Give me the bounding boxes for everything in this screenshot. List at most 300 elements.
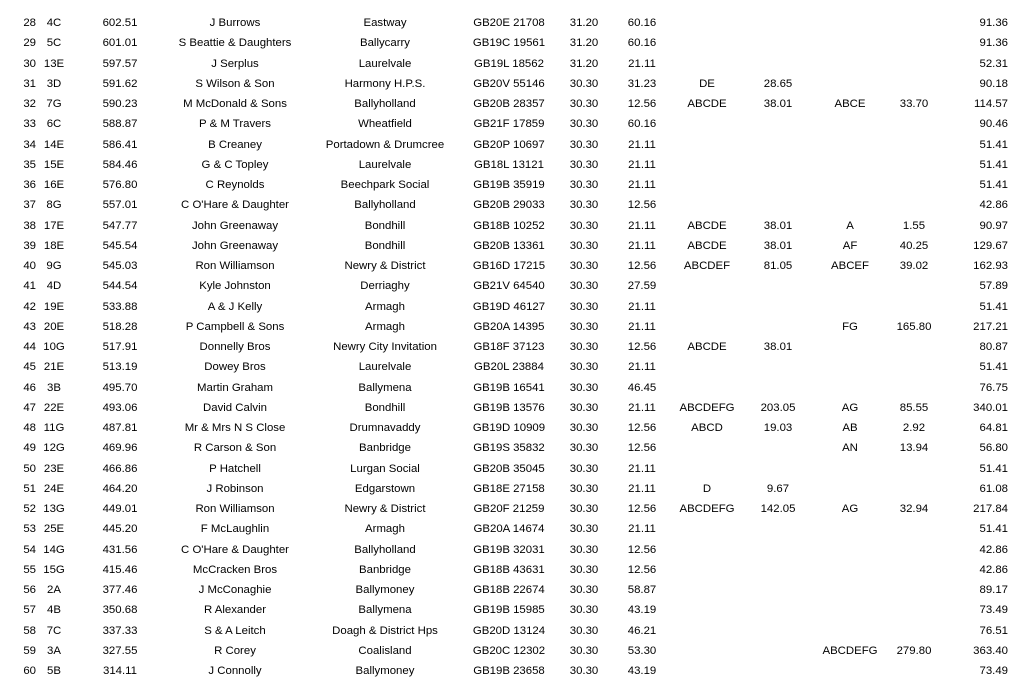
fancier-name-cell: C O'Hare & Daughter — [181, 199, 289, 212]
total-cell: 73.49 — [979, 604, 1008, 617]
pen-cell: 17E — [43, 219, 65, 232]
pool-value-b-cell — [886, 479, 942, 499]
pen-cell: 19E — [43, 300, 65, 313]
velocity-cell: 487.81 — [102, 422, 138, 434]
club-cell: Beechpark Social — [340, 179, 430, 191]
position-cell: 50 — [23, 462, 36, 475]
velocity-cell: 547.77 — [102, 219, 138, 232]
total-cell: 61.08 — [979, 482, 1008, 495]
velocity-cell: 377.46 — [102, 584, 138, 596]
table-row — [0, 418, 1029, 438]
velocity-cell: 597.57 — [102, 57, 138, 70]
velocity-cell: 327.55 — [102, 644, 138, 657]
position-cell: 43 — [23, 320, 36, 333]
pen-cell: 16E — [43, 179, 65, 191]
table-row — [0, 398, 1029, 418]
pool-value-b-cell: 39.02 — [899, 260, 929, 272]
table-row — [0, 276, 1029, 296]
fancier-name-cell: S & A Leitch — [204, 624, 266, 637]
pool-2-cell: 21.11 — [628, 482, 656, 495]
pool-codes-a-cell — [664, 276, 750, 296]
pool-1-cell: 30.30 — [569, 118, 599, 131]
pool-codes-a-cell — [664, 661, 750, 681]
pool-value-a-cell — [750, 540, 806, 560]
pool-2-cell: 12.56 — [627, 341, 657, 353]
pool-value-b-cell — [886, 155, 942, 175]
club-cell: Drumnavaddy — [349, 422, 421, 434]
pen-cell: 5B — [47, 665, 61, 677]
pool-value-b-cell: 33.70 — [899, 98, 929, 110]
pool-value-b-cell: 13.94 — [899, 442, 929, 455]
position-cell: 38 — [23, 219, 36, 232]
pen-cell: 15E — [43, 158, 65, 171]
position-cell: 28 — [23, 17, 36, 29]
pen-cell: 7G — [46, 98, 62, 110]
pool-codes-a-cell — [664, 438, 750, 458]
pool-codes-a-cell: ABCDEFG — [679, 503, 735, 515]
pool-2-cell: 12.56 — [627, 503, 657, 515]
club-cell: Newry City Invitation — [333, 341, 437, 353]
pool-codes-a-cell — [664, 621, 750, 641]
pool-1-cell: 30.30 — [569, 300, 599, 313]
velocity-cell: 584.46 — [102, 158, 138, 171]
pool-codes-a-cell — [664, 641, 750, 661]
position-cell: 54 — [23, 543, 36, 556]
pool-codes-a-cell: D — [702, 482, 712, 495]
table-row — [0, 155, 1029, 175]
club-cell: Doagh & District Hps — [332, 624, 438, 637]
ring-number-cell: GB20B 29033 — [473, 199, 545, 212]
pen-cell: 12G — [43, 442, 65, 455]
fancier-name-cell: A & J Kelly — [207, 300, 263, 313]
pool-value-a-cell: 28.65 — [763, 77, 793, 90]
table-row — [0, 54, 1029, 74]
pool-2-cell: 46.21 — [627, 624, 657, 637]
ring-number-cell: GB18L 13121 — [474, 158, 544, 171]
pen-cell: 4C — [46, 17, 62, 29]
pool-codes-b-cell — [806, 661, 894, 681]
pool-1-cell: 30.30 — [569, 422, 599, 434]
table-row — [0, 13, 1029, 33]
total-cell: 90.97 — [979, 219, 1008, 232]
pen-cell: 13E — [43, 57, 65, 70]
pool-2-cell: 12.56 — [627, 543, 657, 556]
pool-2-cell: 60.16 — [627, 37, 657, 50]
pool-value-a-cell: 38.01 — [763, 98, 793, 110]
pool-value-b-cell — [886, 378, 942, 398]
pool-codes-b-cell — [806, 175, 894, 195]
club-cell: Derriaghy — [360, 280, 410, 293]
position-cell: 59 — [23, 644, 36, 657]
pool-codes-a-cell — [664, 175, 750, 195]
pool-value-b-cell — [886, 74, 942, 94]
pen-cell: 14E — [43, 138, 65, 151]
total-cell: 340.01 — [973, 401, 1008, 414]
velocity-cell: 350.68 — [102, 604, 138, 617]
pool-value-a-cell — [750, 459, 806, 479]
club-cell: Laurelvale — [358, 57, 412, 70]
pen-cell: 5C — [46, 37, 62, 50]
pool-value-b-cell — [886, 580, 942, 600]
total-cell: 52.31 — [979, 57, 1008, 70]
table-row — [0, 337, 1029, 357]
velocity-cell: 590.23 — [102, 98, 138, 110]
pool-value-b-cell: 2.92 — [902, 422, 926, 434]
pool-codes-a-cell: ABCDEF — [683, 260, 731, 272]
pool-value-a-cell — [750, 276, 806, 296]
pool-1-cell: 30.30 — [569, 381, 599, 394]
pool-value-a-cell: 203.05 — [760, 401, 796, 414]
pool-codes-a-cell — [664, 114, 750, 134]
club-cell: Ballycarry — [359, 37, 410, 50]
total-cell: 90.18 — [979, 77, 1008, 90]
position-cell: 47 — [23, 401, 36, 414]
velocity-cell: 545.54 — [102, 239, 138, 252]
pool-value-a-cell: 38.01 — [763, 219, 793, 232]
pool-value-b-cell: 40.25 — [899, 239, 929, 252]
pool-codes-b-cell — [806, 580, 894, 600]
velocity-cell: 544.54 — [102, 280, 138, 293]
club-cell: Banbridge — [359, 442, 411, 455]
velocity-cell: 445.20 — [102, 523, 138, 536]
total-cell: 363.40 — [973, 644, 1008, 657]
table-row — [0, 519, 1029, 539]
pool-codes-a-cell — [664, 459, 750, 479]
ring-number-cell: GB20A 14674 — [473, 523, 545, 536]
fancier-name-cell: R Corey — [214, 644, 256, 657]
pool-codes-b-cell — [806, 378, 894, 398]
fancier-name-cell: J Connolly — [208, 665, 262, 677]
pool-1-cell: 30.30 — [569, 442, 599, 455]
pool-value-b-cell — [886, 276, 942, 296]
position-cell: 42 — [23, 300, 36, 313]
ring-number-cell: GB20B 35045 — [473, 462, 545, 475]
pool-codes-a-cell — [664, 357, 750, 377]
pool-2-cell: 21.11 — [628, 300, 656, 313]
table-row — [0, 560, 1029, 580]
club-cell: Ballyholland — [354, 543, 416, 556]
ring-number-cell: GB21F 17859 — [473, 118, 545, 131]
pool-codes-b-cell — [806, 560, 894, 580]
pool-2-cell: 12.56 — [627, 199, 657, 212]
ring-number-cell: GB20D 13124 — [472, 624, 546, 637]
total-cell: 51.41 — [979, 523, 1008, 536]
position-cell: 36 — [23, 179, 36, 191]
pool-value-a-cell — [750, 155, 806, 175]
pool-codes-b-cell — [806, 621, 894, 641]
fancier-name-cell: John Greenaway — [191, 219, 279, 232]
pool-value-b-cell — [886, 337, 942, 357]
pen-cell: 22E — [43, 401, 65, 414]
pool-1-cell: 30.30 — [569, 644, 599, 657]
pen-cell: 2A — [47, 584, 61, 596]
pool-2-cell: 21.11 — [628, 179, 656, 191]
position-cell: 52 — [23, 503, 36, 515]
ring-number-cell: GB20B 13361 — [473, 239, 545, 252]
position-cell: 39 — [23, 239, 36, 252]
table-row — [0, 135, 1029, 155]
table-row — [0, 175, 1029, 195]
pen-cell: 21E — [43, 361, 65, 374]
position-cell: 51 — [23, 482, 36, 495]
velocity-cell: 601.01 — [102, 37, 138, 50]
pool-2-cell: 43.19 — [627, 604, 657, 617]
pool-value-b-cell: 165.80 — [896, 320, 932, 333]
pool-1-cell: 30.30 — [569, 503, 599, 515]
velocity-cell: 517.91 — [102, 341, 138, 353]
pool-1-cell: 30.30 — [569, 138, 599, 151]
club-cell: Laurelvale — [358, 361, 412, 374]
pool-codes-a-cell — [664, 155, 750, 175]
fancier-name-cell: J Burrows — [209, 17, 261, 29]
total-cell: 90.46 — [979, 118, 1008, 131]
pool-1-cell: 30.30 — [569, 361, 599, 374]
ring-number-cell: GB19C 19561 — [472, 37, 546, 50]
pool-1-cell: 30.30 — [569, 624, 599, 637]
club-cell: Eastway — [363, 17, 407, 29]
table-row — [0, 236, 1029, 256]
pen-cell: 4B — [47, 604, 61, 617]
pool-1-cell: 30.30 — [569, 320, 599, 333]
total-cell: 51.41 — [979, 138, 1008, 151]
table-row — [0, 317, 1029, 337]
pool-codes-a-cell: ABCDE — [687, 219, 727, 232]
velocity-cell: 518.28 — [102, 320, 138, 333]
velocity-cell: 431.56 — [102, 543, 138, 556]
table-row — [0, 438, 1029, 458]
total-cell: 51.41 — [979, 462, 1008, 475]
pool-value-b-cell — [886, 661, 942, 681]
pool-codes-b-cell — [806, 195, 894, 215]
table-row — [0, 297, 1029, 317]
pool-codes-a-cell: ABCDE — [687, 341, 727, 353]
pool-1-cell: 30.30 — [569, 77, 599, 90]
pool-1-cell: 30.30 — [569, 665, 599, 677]
pool-1-cell: 30.30 — [569, 239, 599, 252]
velocity-cell: 314.11 — [103, 665, 137, 677]
pool-value-a-cell — [750, 54, 806, 74]
pen-cell: 13G — [43, 503, 65, 515]
position-cell: 30 — [23, 57, 36, 70]
pool-2-cell: 43.19 — [627, 665, 657, 677]
velocity-cell: 449.01 — [102, 503, 138, 515]
pool-codes-a-cell: ABCDEFG — [679, 401, 735, 414]
pool-value-a-cell — [750, 560, 806, 580]
pool-codes-a-cell — [664, 135, 750, 155]
velocity-cell: 466.86 — [102, 462, 138, 475]
pool-value-a-cell — [750, 13, 806, 33]
position-cell: 29 — [23, 37, 36, 50]
velocity-cell: 576.80 — [102, 179, 138, 191]
fancier-name-cell: C O'Hare & Daughter — [181, 543, 289, 556]
club-cell: Newry & District — [344, 503, 426, 515]
position-cell: 49 — [23, 442, 36, 455]
total-cell: 56.80 — [979, 442, 1008, 455]
pool-value-b-cell — [886, 114, 942, 134]
position-cell: 48 — [23, 422, 36, 434]
fancier-name-cell: J Robinson — [206, 482, 264, 495]
table-row — [0, 600, 1029, 620]
pool-1-cell: 30.30 — [569, 260, 599, 272]
pool-2-cell: 53.30 — [627, 644, 657, 657]
ring-number-cell: GB19D 10909 — [472, 422, 546, 434]
pool-value-b-cell: 1.55 — [902, 219, 926, 232]
pool-value-b-cell — [886, 560, 942, 580]
pool-codes-b-cell: ABCDEFG — [822, 644, 878, 657]
club-cell: Armagh — [365, 300, 405, 313]
pool-value-b-cell — [886, 195, 942, 215]
pen-cell: 18E — [43, 239, 65, 252]
pool-value-a-cell — [750, 317, 806, 337]
pen-cell: 11G — [43, 422, 65, 434]
ring-number-cell: GB18B 10252 — [473, 219, 545, 232]
ring-number-cell: GB20E 21708 — [473, 17, 545, 29]
velocity-cell: 513.19 — [102, 361, 138, 374]
position-cell: 35 — [23, 158, 36, 171]
total-cell: 51.41 — [979, 361, 1008, 374]
club-cell: Ballymoney — [355, 584, 415, 596]
pool-2-cell: 12.56 — [627, 260, 657, 272]
pool-value-b-cell: 279.80 — [896, 644, 932, 657]
pen-cell: 3B — [47, 381, 61, 394]
table-row — [0, 33, 1029, 53]
club-cell: Bondhill — [364, 401, 406, 414]
pool-value-a-cell: 9.67 — [766, 482, 790, 495]
pool-value-b-cell — [886, 175, 942, 195]
pen-cell: 20E — [43, 320, 65, 333]
pool-codes-b-cell: AF — [842, 239, 858, 252]
velocity-cell: 588.87 — [102, 118, 138, 131]
pool-1-cell: 30.30 — [569, 563, 599, 576]
pool-codes-b-cell — [806, 74, 894, 94]
club-cell: Newry & District — [344, 260, 426, 272]
club-cell: Armagh — [365, 320, 405, 333]
position-cell: 34 — [23, 138, 36, 151]
ring-number-cell: GB20F 21259 — [473, 503, 545, 515]
fancier-name-cell: John Greenaway — [191, 239, 279, 252]
pool-2-cell: 21.11 — [628, 239, 656, 252]
fancier-name-cell: B Creaney — [208, 138, 262, 151]
fancier-name-cell: R Carson & Son — [193, 442, 277, 455]
club-cell: Edgarstown — [354, 482, 416, 495]
total-cell: 76.75 — [979, 381, 1008, 394]
total-cell: 42.86 — [979, 543, 1008, 556]
club-cell: Banbridge — [359, 563, 411, 576]
pool-codes-b-cell — [806, 276, 894, 296]
pool-2-cell: 31.23 — [627, 77, 657, 90]
ring-number-cell: GB20C 12302 — [472, 644, 546, 657]
pool-1-cell: 30.30 — [569, 523, 599, 536]
pool-value-a-cell — [750, 580, 806, 600]
pool-2-cell: 12.56 — [627, 98, 657, 110]
table-row — [0, 357, 1029, 377]
table-row — [0, 661, 1029, 681]
fancier-name-cell: R Alexander — [203, 604, 267, 617]
total-cell: 42.86 — [979, 199, 1008, 212]
pool-value-b-cell — [886, 600, 942, 620]
pool-1-cell: 30.30 — [569, 462, 599, 475]
club-cell: Laurelvale — [358, 158, 412, 171]
pool-codes-a-cell — [664, 560, 750, 580]
table-row — [0, 195, 1029, 215]
pool-codes-a-cell — [664, 33, 750, 53]
fancier-name-cell: C Reynolds — [205, 179, 265, 191]
pool-value-a-cell: 19.03 — [763, 422, 793, 434]
ring-number-cell: GB21V 64540 — [473, 280, 545, 293]
ring-number-cell: GB20A 14395 — [473, 320, 545, 333]
fancier-name-cell: P & M Travers — [199, 118, 271, 131]
pool-codes-b-cell — [806, 33, 894, 53]
ring-number-cell: GB20B 28357 — [473, 98, 545, 110]
fancier-name-cell: S Wilson & Son — [195, 77, 275, 90]
pen-cell: 25E — [43, 523, 65, 536]
pool-codes-a-cell: ABCDE — [687, 98, 727, 110]
club-cell: Armagh — [365, 523, 405, 536]
pool-value-b-cell — [886, 519, 942, 539]
pool-1-cell: 30.30 — [569, 280, 599, 293]
table-row — [0, 459, 1029, 479]
pool-value-a-cell — [750, 519, 806, 539]
pool-2-cell: 27.59 — [627, 280, 657, 293]
velocity-cell: 602.51 — [102, 17, 138, 29]
pool-1-cell: 30.30 — [569, 158, 599, 171]
pool-1-cell: 30.30 — [569, 341, 599, 353]
velocity-cell: 586.41 — [102, 138, 138, 151]
total-cell: 217.84 — [973, 503, 1008, 515]
total-cell: 89.17 — [979, 584, 1008, 596]
pool-value-b-cell — [886, 459, 942, 479]
fancier-name-cell: J McConaghie — [198, 584, 272, 596]
table-row — [0, 94, 1029, 114]
pool-codes-b-cell — [806, 459, 894, 479]
pool-value-b-cell — [886, 621, 942, 641]
ring-number-cell: GB16D 17215 — [472, 260, 546, 272]
pool-value-a-cell — [750, 621, 806, 641]
club-cell: Harmony H.P.S. — [344, 77, 426, 90]
fancier-name-cell: P Hatchell — [209, 462, 261, 475]
pool-1-cell: 30.30 — [569, 604, 599, 617]
pen-cell: 15G — [43, 563, 65, 576]
total-cell: 57.89 — [979, 280, 1008, 293]
position-cell: 44 — [23, 341, 36, 353]
total-cell: 64.81 — [979, 422, 1008, 434]
ring-number-cell: GB19B 23658 — [473, 665, 545, 677]
pool-value-b-cell — [886, 297, 942, 317]
pool-codes-a-cell — [664, 54, 750, 74]
fancier-name-cell: M McDonald & Sons — [183, 98, 287, 110]
pool-2-cell: 21.11 — [628, 320, 656, 333]
pool-codes-b-cell — [806, 54, 894, 74]
pool-value-a-cell — [750, 297, 806, 317]
pool-codes-a-cell — [664, 13, 750, 33]
pool-1-cell: 30.30 — [569, 584, 599, 596]
pool-codes-b-cell: A — [846, 219, 854, 232]
table-row — [0, 114, 1029, 134]
ring-number-cell: GB20L 23884 — [474, 361, 544, 374]
club-cell: Coalisland — [358, 644, 412, 657]
pool-codes-b-cell: ABCE — [834, 98, 866, 110]
position-cell: 33 — [23, 118, 36, 131]
pool-2-cell: 12.56 — [627, 563, 657, 576]
pool-value-b-cell: 85.55 — [899, 401, 929, 414]
pool-1-cell: 30.30 — [569, 482, 599, 495]
pool-value-b-cell — [886, 357, 942, 377]
position-cell: 56 — [23, 584, 36, 596]
ring-number-cell: GB18B 22674 — [473, 584, 545, 596]
pool-codes-a-cell — [664, 378, 750, 398]
pool-value-a-cell — [750, 114, 806, 134]
pool-2-cell: 21.11 — [628, 57, 656, 70]
